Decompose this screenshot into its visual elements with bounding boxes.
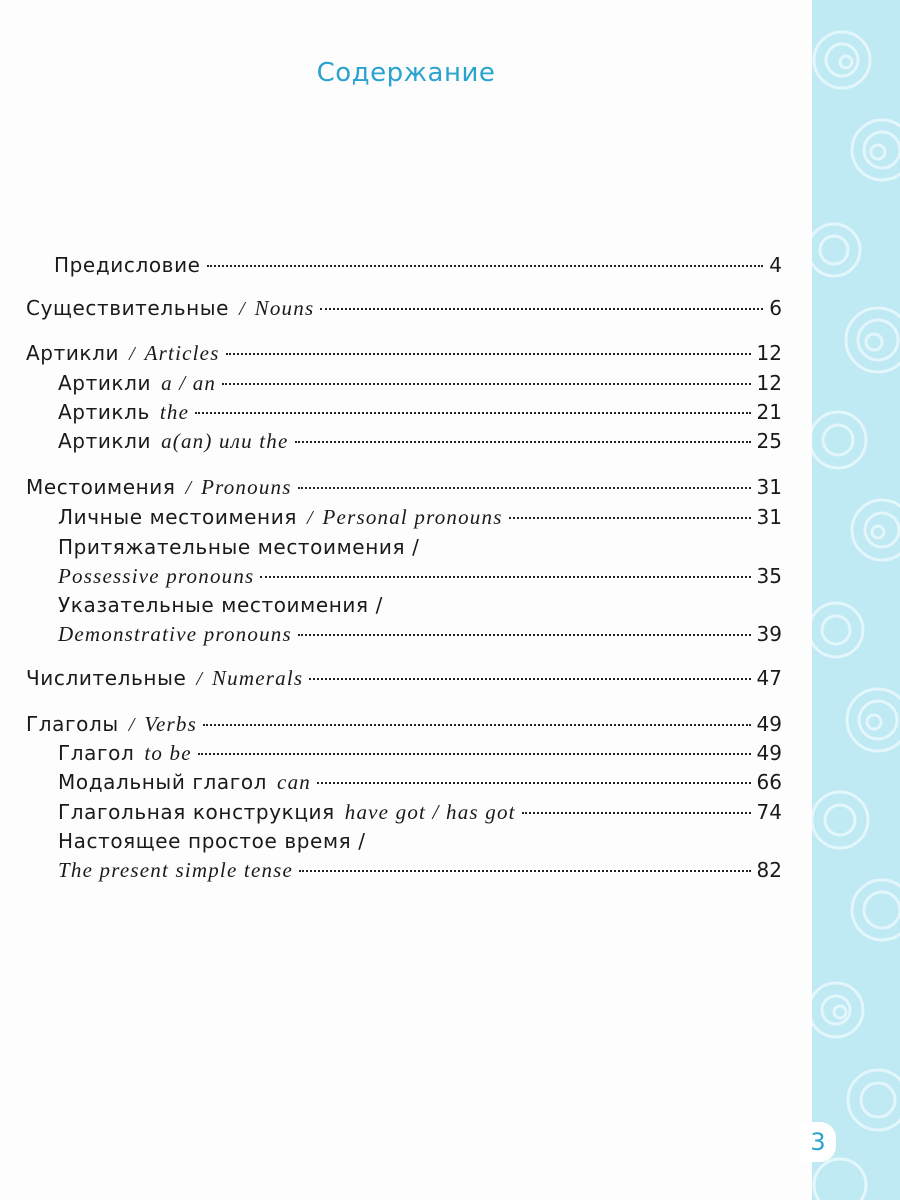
slash-separator: / xyxy=(128,714,135,736)
toc-entry-numerals[interactable] xyxy=(0,663,812,693)
dot-leader xyxy=(309,678,750,680)
toc-entry-pronouns[interactable] xyxy=(0,472,812,502)
toc-entry-possessive-pronouns[interactable] xyxy=(0,561,812,591)
toc-entry-title: Существительные xyxy=(26,296,230,320)
toc-entry-demonstrative-pronouns-heading[interactable] xyxy=(0,590,812,620)
toc-entry-title: Глагольная конструкция xyxy=(58,800,335,824)
dot-leader xyxy=(226,353,751,355)
toc-entry-english: Articles xyxy=(144,341,220,365)
toc-entry-title: Артикль xyxy=(58,400,150,424)
toc-entry-article-the[interactable] xyxy=(0,397,812,427)
dot-leader xyxy=(198,753,751,755)
slash-separator: / xyxy=(306,507,313,529)
toc-entry-english: Nouns xyxy=(254,296,315,320)
dot-leader xyxy=(260,576,750,578)
toc-page-number: 12 xyxy=(756,341,782,365)
toc-entry-possessive-pronouns-heading[interactable] xyxy=(0,532,812,562)
toc-entry-articles-a-an[interactable] xyxy=(0,368,812,398)
swirl-pattern-icon xyxy=(812,0,900,1200)
toc-entry-title: Глагол xyxy=(58,741,135,765)
toc-page-number: 31 xyxy=(756,505,782,529)
dot-leader xyxy=(203,724,751,726)
toc-page-number: 39 xyxy=(756,622,782,646)
toc-entry-english: can xyxy=(277,770,311,794)
toc-entry-english: Numerals xyxy=(211,666,304,690)
toc-entry-articles-a-or-the[interactable] xyxy=(0,426,812,456)
toc-entry-title: Артикли xyxy=(58,371,152,395)
toc-entry-english: The present simple tense xyxy=(58,858,294,882)
dot-leader xyxy=(298,487,751,489)
dot-leader xyxy=(207,265,764,267)
dot-leader xyxy=(298,634,751,636)
toc-page-number: 31 xyxy=(756,475,782,499)
toc-entry-verb-to-be[interactable] xyxy=(0,738,812,768)
toc-entry-title: Глаголы xyxy=(26,712,119,736)
toc-entry-english: Possessive pronouns xyxy=(58,564,255,588)
toc-entry-title: Предисловие xyxy=(54,253,201,277)
toc-entry-personal-pronouns[interactable] xyxy=(0,502,812,532)
toc-entry-title: Личные местоимения xyxy=(58,505,297,529)
toc-page-number: 66 xyxy=(756,770,782,794)
toc-page-number: 74 xyxy=(756,800,782,824)
decorative-margin xyxy=(812,0,900,1200)
toc-entry-english: a / an xyxy=(161,371,217,395)
dot-leader xyxy=(317,782,751,784)
toc-entry-title: Местоимения xyxy=(26,475,176,499)
toc-entry-verbs[interactable] xyxy=(0,709,812,739)
dot-leader xyxy=(195,412,750,414)
toc-entry-articles[interactable] xyxy=(0,338,812,368)
toc-entry-title: Артикли xyxy=(58,429,152,453)
toc-page-number: 35 xyxy=(756,564,782,588)
toc-entry-english: the xyxy=(159,400,190,424)
dot-leader xyxy=(509,517,751,519)
toc-page-number: 82 xyxy=(756,858,782,882)
toc-entry-preface[interactable] xyxy=(0,250,812,280)
toc-entry-title: Артикли xyxy=(26,341,120,365)
toc-entry-english: have got / has got xyxy=(344,800,516,824)
toc-entry-modal-can[interactable] xyxy=(0,767,812,797)
toc-entry-title: Настоящее простое время / xyxy=(58,829,366,853)
slash-separator: / xyxy=(185,477,192,499)
toc-entry-title: Числительные xyxy=(26,666,187,690)
page-number-folio: 3 xyxy=(800,1122,836,1162)
toc-entry-english: Demonstrative pronouns xyxy=(58,622,292,646)
dot-leader xyxy=(522,812,751,814)
toc-entry-english: Pronouns xyxy=(201,475,292,499)
toc-entry-demonstrative-pronouns[interactable] xyxy=(0,619,812,649)
toc-page-number: 4 xyxy=(769,253,782,277)
toc-entry-english: to be xyxy=(144,741,192,765)
toc-entry-present-simple[interactable] xyxy=(0,855,812,885)
toc-page-number: 25 xyxy=(756,429,782,453)
toc-entry-have-got[interactable] xyxy=(0,797,812,827)
toc-page-number: 12 xyxy=(756,371,782,395)
dot-leader xyxy=(320,308,763,310)
toc-entry-nouns[interactable] xyxy=(0,293,812,323)
page-title: Содержание xyxy=(316,58,496,88)
slash-separator: / xyxy=(196,668,202,690)
slash-separator: / xyxy=(129,343,135,365)
dot-leader xyxy=(222,383,750,385)
toc-page-number: 21 xyxy=(756,400,782,424)
toc-entry-english: a(an) или the xyxy=(161,429,289,453)
toc-entry-title: Притяжательные местоимения / xyxy=(58,535,420,559)
slash-separator: / xyxy=(239,298,245,320)
toc-entry-present-simple-heading[interactable] xyxy=(0,826,812,856)
dot-leader xyxy=(295,441,751,443)
dot-leader xyxy=(299,870,750,872)
toc-entry-title: Указательные местоимения / xyxy=(58,593,383,617)
toc-page-number: 49 xyxy=(756,712,782,736)
toc-page-number: 47 xyxy=(756,666,782,690)
toc-page-number: 49 xyxy=(756,741,782,765)
toc-entry-title: Модальный глагол xyxy=(58,770,268,794)
toc-entry-english: Personal pronouns xyxy=(322,505,503,529)
toc-page-number: 6 xyxy=(769,296,782,320)
toc-entry-english: Verbs xyxy=(144,712,197,736)
